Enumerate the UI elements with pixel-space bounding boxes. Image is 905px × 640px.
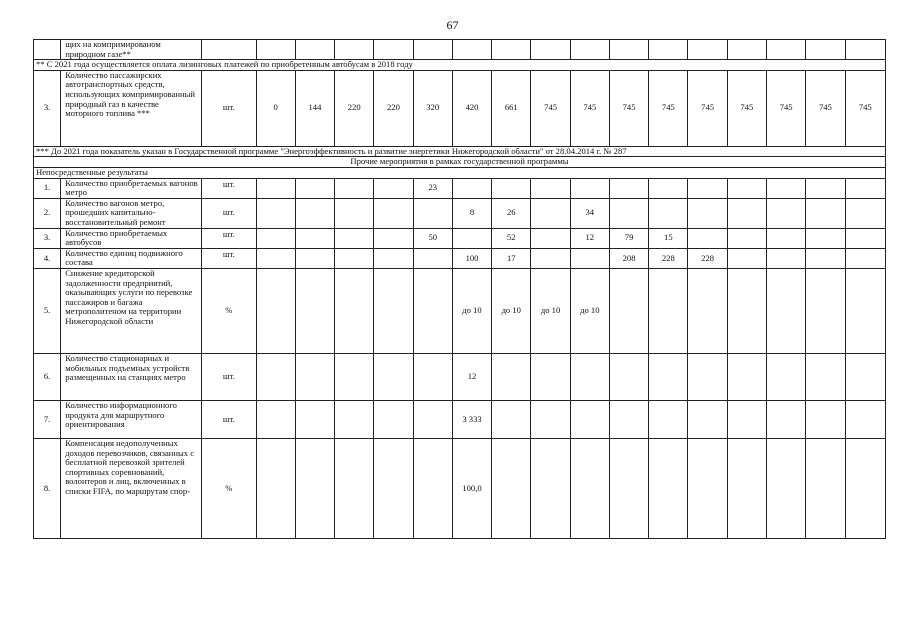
value-cell	[609, 268, 648, 353]
value-cell	[256, 248, 295, 268]
value-cell	[374, 400, 413, 438]
row-number: 8.	[34, 438, 61, 538]
footnote-1: ** С 2021 года осуществляется оплата лизинговых платежей по приобретенным автобусам в 2018 году	[34, 60, 886, 71]
value-cell	[649, 268, 688, 353]
section-title-row	[34, 157, 886, 168]
value-cell	[649, 353, 688, 400]
value-cell	[256, 400, 295, 438]
value-cell	[295, 268, 334, 353]
indicator-name: Количество информационного продукта для маршрутного ориентирования	[61, 400, 202, 438]
value-cell: 745	[806, 70, 845, 146]
value-cell	[806, 228, 845, 248]
table-row	[34, 228, 886, 248]
table-row-continued	[34, 40, 886, 60]
value-cell	[256, 178, 295, 198]
value-cell	[727, 400, 766, 438]
row-number: 1.	[34, 178, 61, 198]
value-cell: 220	[335, 70, 374, 146]
value-cell	[256, 198, 295, 228]
value-cell	[609, 438, 648, 538]
value-cell	[335, 353, 374, 400]
value-cell	[609, 178, 648, 198]
value-cell	[531, 228, 570, 248]
table-row	[34, 248, 886, 268]
value-cell	[767, 268, 806, 353]
value-cell	[727, 248, 766, 268]
value-cell	[609, 198, 648, 228]
section-title: Прочие мероприятия в рамках государственной программы	[34, 157, 886, 168]
value-cell	[335, 248, 374, 268]
value-cell	[845, 353, 885, 400]
value-cell: 228	[649, 248, 688, 268]
value-cell	[688, 228, 727, 248]
value-cell	[256, 438, 295, 538]
unit: %	[202, 268, 256, 353]
value-cell	[649, 178, 688, 198]
value-cell	[492, 353, 531, 400]
table-row	[34, 268, 886, 353]
value-cell: 745	[727, 70, 766, 146]
value-cell	[492, 438, 531, 538]
value-cell	[335, 228, 374, 248]
value-cell	[688, 438, 727, 538]
value-cell	[452, 228, 491, 248]
value-cell	[688, 268, 727, 353]
value-cell	[374, 353, 413, 400]
unit: шт.	[202, 70, 256, 146]
value-cell	[806, 438, 845, 538]
value-cell	[767, 248, 806, 268]
value-cell	[531, 248, 570, 268]
row-number: 3.	[34, 228, 61, 248]
value-cell	[767, 353, 806, 400]
value-cell: 17	[492, 248, 531, 268]
value-cell	[413, 198, 452, 228]
value-cell: 34	[570, 198, 609, 228]
value-cell	[531, 178, 570, 198]
indicator-name: Снижение кредиторской задолженности предприятий, оказывающих услуги по перевозке пассажиров и багажа метрополитеном на территории Нижегородской области	[61, 268, 202, 353]
value-cell: 100,0	[452, 438, 491, 538]
value-cell	[531, 198, 570, 228]
table-row	[34, 400, 886, 438]
value-cell	[806, 178, 845, 198]
value-cell: 3 333	[452, 400, 491, 438]
row-number: 2.	[34, 198, 61, 228]
unit: %	[202, 438, 256, 538]
value-cell: 745	[531, 70, 570, 146]
value-cell	[806, 400, 845, 438]
value-cell	[335, 268, 374, 353]
row-number: 7.	[34, 400, 61, 438]
value-cell	[767, 228, 806, 248]
footnote-row	[34, 146, 886, 157]
value-cell	[295, 228, 334, 248]
value-cell: 50	[413, 228, 452, 248]
value-cell	[570, 400, 609, 438]
value-cell: 79	[609, 228, 648, 248]
page-number: 67	[446, 18, 459, 32]
value-cell	[413, 438, 452, 538]
value-cell	[413, 353, 452, 400]
value-cell: до 10	[452, 268, 491, 353]
value-cell: 745	[649, 70, 688, 146]
value-cell	[806, 198, 845, 228]
value-cell	[295, 438, 334, 538]
value-cell: 320	[413, 70, 452, 146]
value-cell	[649, 198, 688, 228]
value-cell	[649, 400, 688, 438]
value-cell	[688, 178, 727, 198]
value-cell	[295, 353, 334, 400]
table-row	[34, 353, 886, 400]
value-cell: 745	[845, 70, 885, 146]
value-cell	[727, 198, 766, 228]
unit: шт.	[202, 228, 256, 248]
row-number	[34, 40, 61, 60]
value-cell	[374, 228, 413, 248]
value-cell	[256, 228, 295, 248]
value-cell	[295, 198, 334, 228]
value-cell	[806, 353, 845, 400]
value-cell	[570, 178, 609, 198]
value-cell	[335, 178, 374, 198]
value-cell	[609, 353, 648, 400]
value-cell	[727, 178, 766, 198]
indicators-table	[33, 39, 886, 539]
footnote-row	[34, 60, 886, 71]
value-cell	[609, 400, 648, 438]
value-cell	[452, 178, 491, 198]
value-cell	[767, 438, 806, 538]
subsection-title: Непосредственные результаты	[34, 167, 886, 178]
value-cell	[806, 268, 845, 353]
value-cell	[295, 178, 334, 198]
value-cell	[806, 248, 845, 268]
indicator-name: Количество приобретаемых автобусов	[61, 228, 202, 248]
unit: шт.	[202, 353, 256, 400]
unit: шт.	[202, 178, 256, 198]
value-cell	[256, 353, 295, 400]
indicator-name: Количество приобретаемых вагонов метро	[61, 178, 202, 198]
row-number: 5.	[34, 268, 61, 353]
indicator-name: Компенсация недополученных доходов перевозчиков, связанных с бесплатной перевозкой зрителей спортивных соревнований, волонтеров и лиц, включенных в списки FIFA, по маршрутам спор-	[61, 438, 202, 538]
value-cell: 420	[452, 70, 491, 146]
value-cell: 8	[452, 198, 491, 228]
value-cell	[374, 198, 413, 228]
subsection-row	[34, 167, 886, 178]
value-cell	[256, 268, 295, 353]
value-cell	[413, 400, 452, 438]
value-cell: 23	[413, 178, 452, 198]
unit: шт.	[202, 400, 256, 438]
value-cell	[845, 268, 885, 353]
value-cell: 661	[492, 70, 531, 146]
value-cell	[295, 400, 334, 438]
value-cell: 220	[374, 70, 413, 146]
value-cell	[845, 438, 885, 538]
indicator-name: Количество вагонов метро, прошедших капитально-восстановительный ремонт	[61, 198, 202, 228]
value-cell	[570, 438, 609, 538]
value-cell: 745	[609, 70, 648, 146]
value-cell	[570, 353, 609, 400]
value-cell	[374, 178, 413, 198]
table-row	[34, 438, 886, 538]
value-cell: 12	[570, 228, 609, 248]
value-cell	[413, 248, 452, 268]
value-cell: 52	[492, 228, 531, 248]
value-cell: 12	[452, 353, 491, 400]
value-cell: 745	[688, 70, 727, 146]
row-number: 4.	[34, 248, 61, 268]
value-cell	[688, 198, 727, 228]
value-cell	[845, 198, 885, 228]
row-number: 3.	[34, 70, 61, 146]
unit: шт.	[202, 248, 256, 268]
value-cell: 208	[609, 248, 648, 268]
value-cell	[413, 268, 452, 353]
value-cell	[531, 353, 570, 400]
value-cell	[531, 400, 570, 438]
table-row	[34, 198, 886, 228]
value-cell	[295, 248, 334, 268]
indicator-name: щих на компримированом природном газе**	[61, 40, 202, 60]
value-cell: до 10	[531, 268, 570, 353]
value-cell	[570, 248, 609, 268]
value-cell	[845, 400, 885, 438]
value-cell	[649, 438, 688, 538]
value-cell: 0	[256, 70, 295, 146]
value-cell: 15	[649, 228, 688, 248]
value-cell: до 10	[492, 268, 531, 353]
table-row	[34, 178, 886, 198]
table-row-cng-vehicles	[34, 70, 886, 146]
value-cell	[727, 268, 766, 353]
value-cell	[492, 400, 531, 438]
value-cell: 100	[452, 248, 491, 268]
value-cell: 228	[688, 248, 727, 268]
value-cell	[767, 198, 806, 228]
value-cell	[727, 438, 766, 538]
value-cell	[727, 353, 766, 400]
value-cell	[335, 438, 374, 538]
value-cell: 144	[295, 70, 334, 146]
value-cell	[492, 178, 531, 198]
value-cell	[845, 248, 885, 268]
value-cell	[531, 438, 570, 538]
value-cell	[335, 400, 374, 438]
value-cell	[727, 228, 766, 248]
value-cell	[688, 353, 727, 400]
value-cell: до 10	[570, 268, 609, 353]
value-cell	[335, 198, 374, 228]
value-cell	[688, 400, 727, 438]
value-cell	[374, 248, 413, 268]
value-cell	[767, 400, 806, 438]
value-cell	[845, 228, 885, 248]
value-cell: 745	[570, 70, 609, 146]
unit: шт.	[202, 198, 256, 228]
value-cell	[374, 438, 413, 538]
footnote-2: *** До 2021 года показатель указан в Государственной программе "Энергоэффективность и развитие энергетики Нижегородской области" от 28.04.2014 г. № 287	[34, 146, 886, 157]
value-cell	[767, 178, 806, 198]
indicator-name: Количество пассажирских автотранспортных средств, использующих компримированный природный газ в качестве моторного топлива ***	[61, 70, 202, 146]
value-cell	[374, 268, 413, 353]
value-cell: 26	[492, 198, 531, 228]
indicator-name: Количество стационарных и мобильных подъемных устройств размещенных на станциях метро	[61, 353, 202, 400]
row-number: 6.	[34, 353, 61, 400]
value-cell	[845, 178, 885, 198]
value-cell: 745	[767, 70, 806, 146]
indicator-name: Количество единиц подвижного состава	[61, 248, 202, 268]
